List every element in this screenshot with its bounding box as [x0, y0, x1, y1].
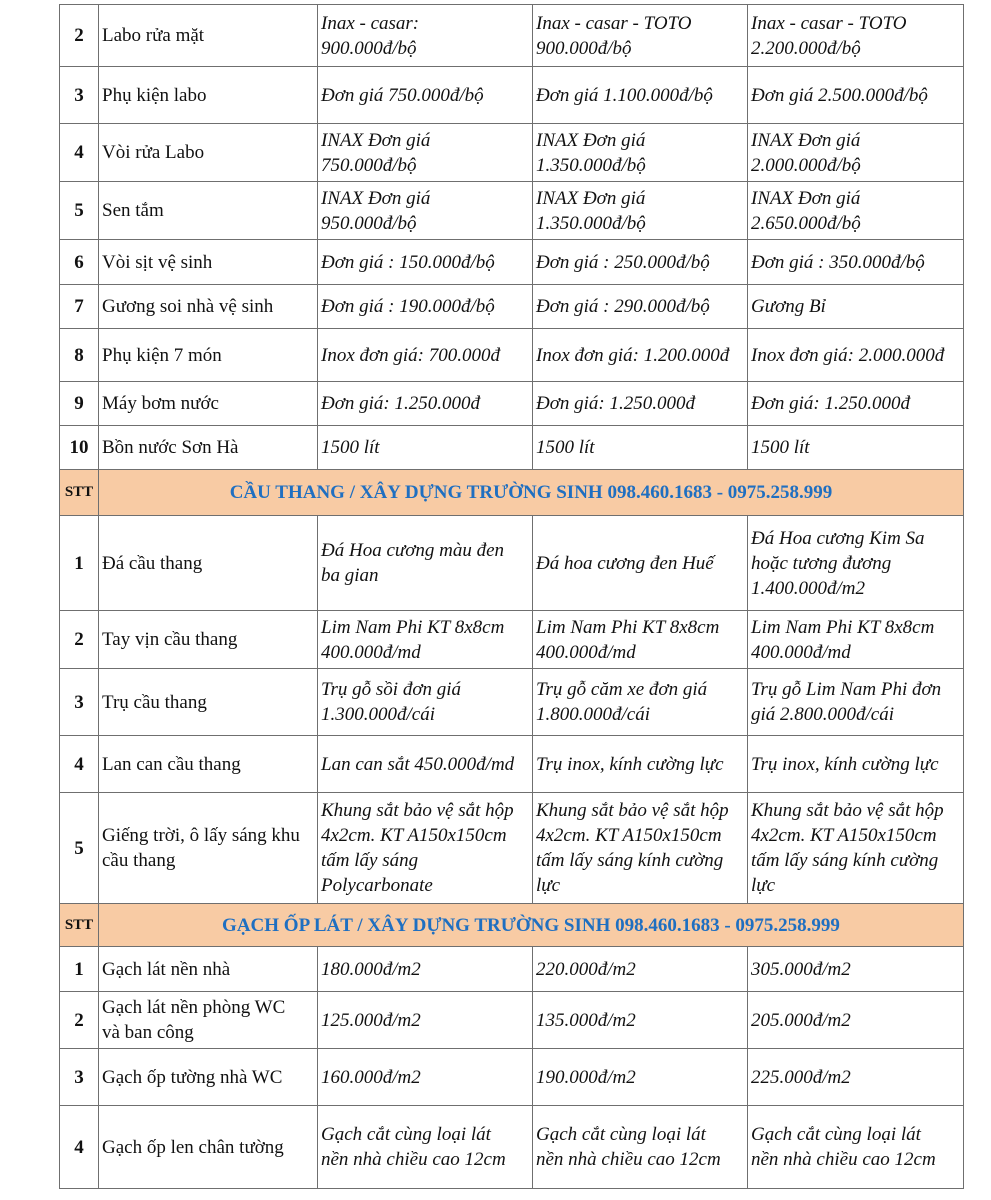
table-row	[60, 611, 964, 669]
option-standard: Trụ inox, kính cường lực	[533, 736, 748, 793]
item-name: Gạch lát nền nhà	[99, 947, 318, 992]
option-standard: Lim Nam Phi KT 8x8cm 400.000đ/md	[533, 611, 748, 669]
table-row	[60, 124, 964, 182]
option-premium: Khung sắt bảo vệ sắt hộp 4x2cm. KT A150x150cm tấm lấy sáng kính cường lực	[748, 793, 964, 904]
item-name: Vòi sịt vệ sinh	[99, 240, 318, 285]
row-number: 2	[60, 611, 99, 669]
item-name: Lan can cầu thang	[99, 736, 318, 793]
section-title: GẠCH ỐP LÁT / XÂY DỰNG TRƯỜNG SINH 098.460.1683 - 0975.258.999	[99, 904, 964, 947]
table-row	[60, 516, 964, 611]
item-name: Phụ kiện 7 món	[99, 329, 318, 382]
row-number: 7	[60, 285, 99, 329]
item-name: Trụ cầu thang	[99, 669, 318, 736]
option-standard: Inax - casar - TOTO 900.000đ/bộ	[533, 5, 748, 67]
option-premium: Đá Hoa cương Kim Sa hoặc tương đương 1.400.000đ/m2	[748, 516, 964, 611]
row-number: 4	[60, 124, 99, 182]
option-standard: 1500 lít	[533, 426, 748, 470]
item-name: Gạch lát nền phòng WC và ban công	[99, 992, 318, 1049]
row-number: 3	[60, 1049, 99, 1106]
tiles-section	[60, 904, 964, 1189]
stt-header: STT	[60, 470, 99, 516]
section-header	[60, 470, 964, 516]
option-premium: Gạch cắt cùng loại lát nền nhà chiều cao 12cm	[748, 1106, 964, 1189]
row-number: 8	[60, 329, 99, 382]
option-premium: Inax - casar - TOTO 2.200.000đ/bộ	[748, 5, 964, 67]
row-number: 1	[60, 947, 99, 992]
row-number: 3	[60, 67, 99, 124]
option-standard: Khung sắt bảo vệ sắt hộp 4x2cm. KT A150x150cm tấm lấy sáng kính cường lực	[533, 793, 748, 904]
option-premium: Trụ inox, kính cường lực	[748, 736, 964, 793]
section-header	[60, 904, 964, 947]
option-standard: Đơn giá : 250.000đ/bộ	[533, 240, 748, 285]
item-name: Đá cầu thang	[99, 516, 318, 611]
row-number: 2	[60, 5, 99, 67]
option-premium: 305.000đ/m2	[748, 947, 964, 992]
table-row	[60, 285, 964, 329]
option-standard: INAX Đơn giá 1.350.000đ/bộ	[533, 124, 748, 182]
item-name: Giếng trời, ô lấy sáng khu cầu thang	[99, 793, 318, 904]
option-premium: Đơn giá: 1.250.000đ	[748, 382, 964, 426]
table-row	[60, 426, 964, 470]
option-standard: INAX Đơn giá 1.350.000đ/bộ	[533, 182, 748, 240]
option-basic: 1500 lít	[318, 426, 533, 470]
row-number: 6	[60, 240, 99, 285]
option-basic: Đơn giá: 1.250.000đ	[318, 382, 533, 426]
item-name: Gạch ốp tường nhà WC	[99, 1049, 318, 1106]
option-basic: Đơn giá 750.000đ/bộ	[318, 67, 533, 124]
option-basic: Lim Nam Phi KT 8x8cm 400.000đ/md	[318, 611, 533, 669]
row-number: 10	[60, 426, 99, 470]
option-basic: Inax - casar: 900.000đ/bộ	[318, 5, 533, 67]
option-premium: 1500 lít	[748, 426, 964, 470]
option-basic: Đơn giá : 190.000đ/bộ	[318, 285, 533, 329]
item-name: Tay vịn cầu thang	[99, 611, 318, 669]
option-premium: Trụ gỗ Lim Nam Phi đơn giá 2.800.000đ/cái	[748, 669, 964, 736]
table-row	[60, 382, 964, 426]
option-premium: Đơn giá : 350.000đ/bộ	[748, 240, 964, 285]
option-basic: Đơn giá : 150.000đ/bộ	[318, 240, 533, 285]
option-standard: 220.000đ/m2	[533, 947, 748, 992]
item-name: Labo rửa mặt	[99, 5, 318, 67]
table-row	[60, 736, 964, 793]
option-premium: INAX Đơn giá 2.650.000đ/bộ	[748, 182, 964, 240]
table-row	[60, 67, 964, 124]
option-basic: INAX Đơn giá 950.000đ/bộ	[318, 182, 533, 240]
option-basic: INAX Đơn giá 750.000đ/bộ	[318, 124, 533, 182]
option-premium: Gương Bỉ	[748, 285, 964, 329]
row-number: 2	[60, 992, 99, 1049]
row-number: 3	[60, 669, 99, 736]
section-title: CẦU THANG / XÂY DỰNG TRƯỜNG SINH 098.460.1683 - 0975.258.999	[99, 470, 964, 516]
bathroom-section	[60, 5, 964, 470]
table-row	[60, 240, 964, 285]
table-row	[60, 992, 964, 1049]
row-number: 9	[60, 382, 99, 426]
row-number: 1	[60, 516, 99, 611]
option-basic: 160.000đ/m2	[318, 1049, 533, 1106]
option-basic: Inox đơn giá: 700.000đ	[318, 329, 533, 382]
row-number: 5	[60, 793, 99, 904]
row-number: 4	[60, 1106, 99, 1189]
option-standard: Đá hoa cương đen Huế	[533, 516, 748, 611]
table-row	[60, 5, 964, 67]
option-premium: Lim Nam Phi KT 8x8cm 400.000đ/md	[748, 611, 964, 669]
option-basic: 125.000đ/m2	[318, 992, 533, 1049]
option-premium: Inox đơn giá: 2.000.000đ	[748, 329, 964, 382]
item-name: Gạch ốp len chân tường	[99, 1106, 318, 1189]
option-basic: Khung sắt bảo vệ sắt hộp 4x2cm. KT A150x150cm tấm lấy sáng Polycarbonate	[318, 793, 533, 904]
item-name: Sen tắm	[99, 182, 318, 240]
item-name: Gương soi nhà vệ sinh	[99, 285, 318, 329]
option-basic: Đá Hoa cương màu đen ba gian	[318, 516, 533, 611]
option-premium: 205.000đ/m2	[748, 992, 964, 1049]
table-row	[60, 947, 964, 992]
option-standard: Đơn giá 1.100.000đ/bộ	[533, 67, 748, 124]
table-row	[60, 669, 964, 736]
option-standard: 190.000đ/m2	[533, 1049, 748, 1106]
table-row	[60, 329, 964, 382]
option-standard: Đơn giá: 1.250.000đ	[533, 382, 748, 426]
option-basic: Gạch cắt cùng loại lát nền nhà chiều cao 12cm	[318, 1106, 533, 1189]
option-basic: 180.000đ/m2	[318, 947, 533, 992]
price-table	[59, 4, 964, 1189]
stt-header: STT	[60, 904, 99, 947]
stairs-section	[60, 470, 964, 904]
item-name: Phụ kiện labo	[99, 67, 318, 124]
option-standard: Gạch cắt cùng loại lát nền nhà chiều cao 12cm	[533, 1106, 748, 1189]
row-number: 4	[60, 736, 99, 793]
option-basic: Trụ gỗ sồi đơn giá 1.300.000đ/cái	[318, 669, 533, 736]
table-row	[60, 1049, 964, 1106]
option-premium: INAX Đơn giá 2.000.000đ/bộ	[748, 124, 964, 182]
option-standard: Inox đơn giá: 1.200.000đ	[533, 329, 748, 382]
option-standard: Đơn giá : 290.000đ/bộ	[533, 285, 748, 329]
option-basic: Lan can sắt 450.000đ/md	[318, 736, 533, 793]
table-row	[60, 793, 964, 904]
item-name: Bồn nước Sơn Hà	[99, 426, 318, 470]
table-row	[60, 1106, 964, 1189]
option-premium: 225.000đ/m2	[748, 1049, 964, 1106]
option-standard: 135.000đ/m2	[533, 992, 748, 1049]
row-number: 5	[60, 182, 99, 240]
option-standard: Trụ gỗ căm xe đơn giá 1.800.000đ/cái	[533, 669, 748, 736]
table-row	[60, 182, 964, 240]
option-premium: Đơn giá 2.500.000đ/bộ	[748, 67, 964, 124]
item-name: Máy bơm nước	[99, 382, 318, 426]
item-name: Vòi rửa Labo	[99, 124, 318, 182]
